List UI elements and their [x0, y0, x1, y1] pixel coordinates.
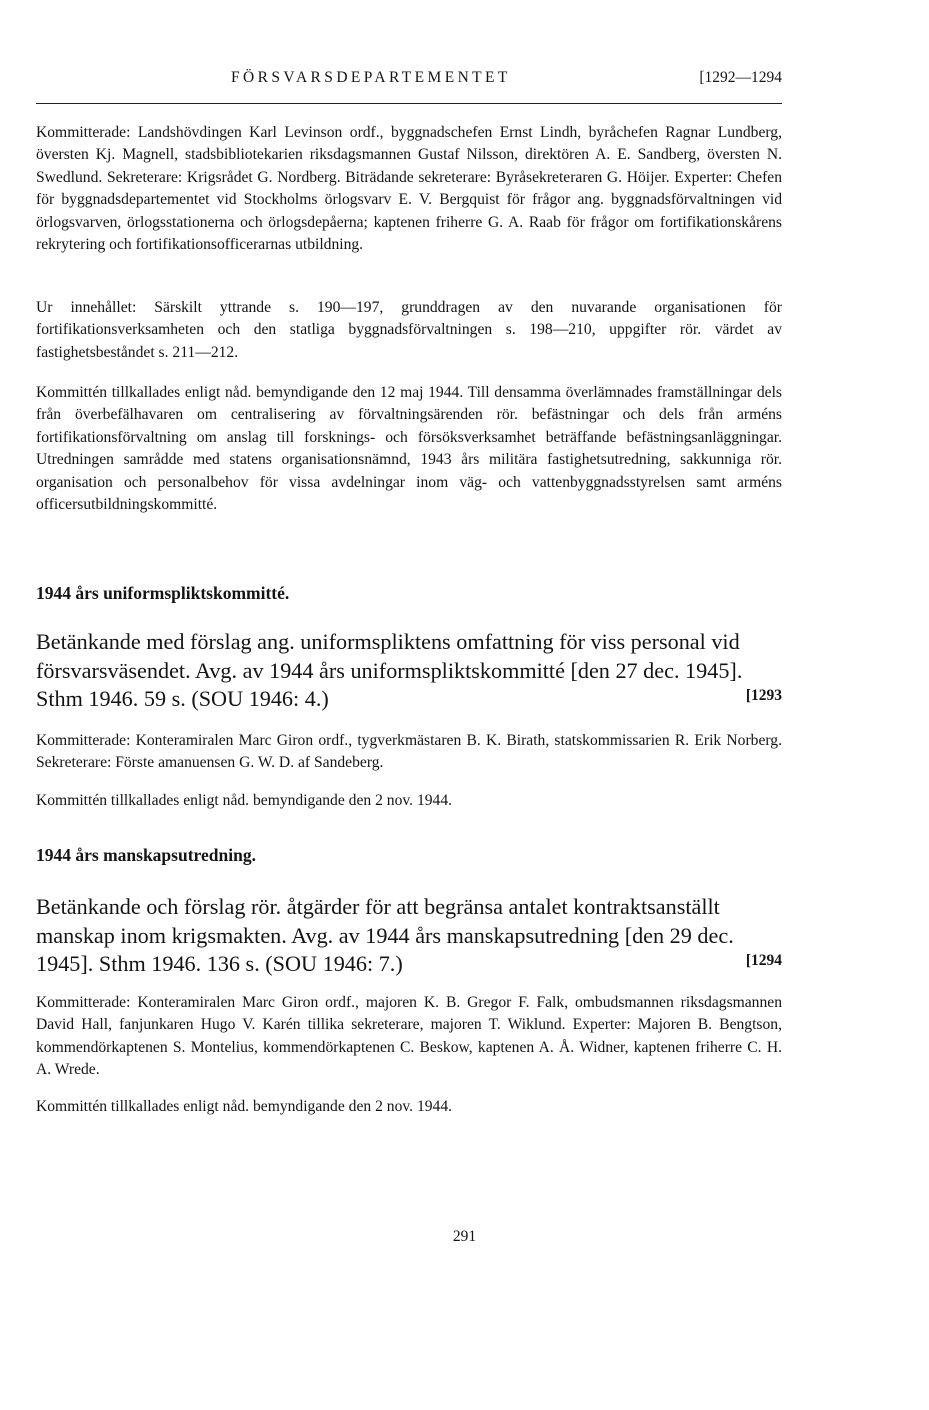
entry-number-range: [1292—1294: [699, 69, 782, 86]
committee-members-paragraph-1294: Kommitterade: Konteramiralen Marc Giron ordf., majoren K. B. Gregor F. Falk, ombudsmannen riksdagsmannen David Hall, fanjunkaren Hugo V. Karén tillika sekreterare, majoren T. Wiklund. Experter: Majoren B. Bengtson, kommendörkaptenen S. Montelius, kommendörkaptenen C. Beskow, kaptenen A. Å. Widner, kaptenen friherre C. H. A. Wrede.: [36, 994, 782, 1079]
appointment-paragraph: Kommittén tillkallades enligt nåd. bemyndigande den 12 maj 1944. Till densamma överlämnades framställningar dels från överbefälhavaren om centralisering av förvaltningsärenden rör. befästningar och dels från arméns fortifikationsförvaltning om anslag till forsknings- och försöksverksamhet beträffande befästningsanläggningar. Utredningen samrådde med statens organisationsnämnd, 1943 års militära fastighetsutredning, sakkunniga rör. organisation och personalbehov för vissa avdelningar inom väg- och vattenbyggnadsstyrelsen samt arméns officersutbildningskommitté.: [36, 384, 782, 514]
entry-number-1294: [1294: [745, 952, 782, 969]
report-title-1293: [36, 628, 782, 714]
section-heading-1294: 1944 års manskapsutredning.: [36, 845, 256, 865]
committee-members-paragraph: Kommitterade: Landshövdingen Karl Levinson ordf., byggnadschefen Ernst Lindh, byråchefen Ragnar Lundberg, översten Kj. Magnell, stadsbibliotekarien riksdagsmannen Gustaf Nilsson, direktören A. E. Sandberg, översten N. Swedlund. Sekreterare: Krigsrådet G. Nordberg. Biträdande sekreterare: Byråsekreteraren G. Höijer. Experter: Chefen för byggnadsdepartementet vid Stockholms örlogsvarv E. V. Bergquist för frågor ang. byggnadsförvaltningen vid örlogsvarven, örlogsstationerna och örlogsdepåerna; kaptenen friherre G. A. Raab för frågor om fortifikationskårens rekrytering och fortifikationsofficerarnas utbildning.: [36, 124, 782, 254]
report-title-text: Betänkande och förslag rör. åtgärder för att begränsa antalet kontraktsanställt manskap inom krigsmakten. Avg. av 1944 års manskapsutredning [den 29 dec. 1945]. Sthm 1946. 136 s. (SOU 1946: 7.): [36, 894, 734, 976]
header-rule: [36, 103, 782, 104]
committee-members-paragraph-1293: Kommitterade: Konteramiralen Marc Giron ordf., tygverkmästaren B. K. Birath, statskommissarien R. Erik Norberg. Sekreterare: Förste amanuensen G. W. D. af Sandeberg.: [36, 732, 782, 772]
page-number: 291: [452, 1228, 477, 1245]
contents-paragraph: Ur innehållet: Särskilt yttrande s. 190—197, grunddragen av den nuvarande organisationen för fortifikationsverksamheten och den statliga byggnadsförvaltningen s. 198—210, uppgifter rör. värdet av fastighetsbeståndet s. 211—212.: [36, 299, 782, 361]
entry-number-1293: [1293: [745, 687, 782, 704]
section-heading-1293: 1944 års uniformspliktskommitté.: [36, 583, 290, 603]
report-title-1294: [36, 893, 782, 979]
appointment-paragraph-1294: Kommittén tillkallades enligt nåd. bemyndigande den 2 nov. 1944.: [36, 1098, 453, 1115]
running-title: FÖRSVARSDEPARTEMENTET: [231, 69, 511, 86]
report-title-text: Betänkande med förslag ang. uniformspliktens omfattning för viss personal vid försvarsväsendet. Avg. av 1944 års uniformspliktskommitté [den 27 dec. 1945]. Sthm 1946. 59 s. (SOU 1946: 4.): [36, 629, 743, 711]
appointment-paragraph-1293: Kommittén tillkallades enligt nåd. bemyndigande den 2 nov. 1944.: [36, 792, 453, 809]
